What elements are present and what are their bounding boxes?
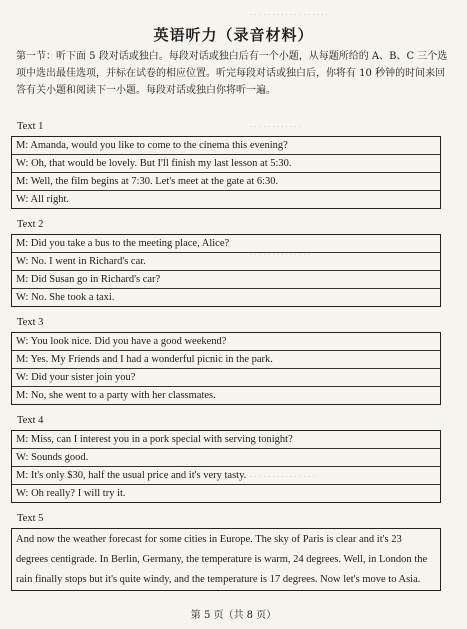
dialogue-line: W: Oh really? I will try it. <box>16 488 126 499</box>
document-page: . . . . . . . . . . . . . . . . . . . . . . . . . . . . . . . . . . . . . . . . . . . . . . . . . . . . . . . . . . . . . . . . . . . . . . . 英语听力（录音材料） 第一节：听下面 5 段对话或独白。每段对话或独白后有一个小题，从每题所给的 A、B、C 三个选项中选出最佳选项，并标在试卷的相应位置。听完每段对话或独白后，你将有 10 秒钟的时间来回答有关小题和阅读下一小题。每段对话或独白你将听一遍。 Text 1 M: Amanda, would you like to come to the cinema this evening? W: Oh, that would be lovely. But I'll finish my last lesson at 5:30. M: Well, the film begins at 7:30. Let's meet at the gate at 6:30. W: All right. Text 2 M: Did you take a bus to the meeting place, Alice? W: No. I went in Richard's car. M: Did Susan go in Richard's car? W: No. She took a taxi. Text 3 W: You look nice. Did you have a good weekend? M: Yes. My Friends and I had a wonderful picnic in the park. W: Did your sister join you? M: No, she went to a party with her classmates. Text 4 M: Miss, can I interest you in a pork special with serving tonight? W: Sounds good. M: It's only $30, half the usual price and it's very tasty. W: Oh really? I will try it. Text 5 And now the weather forecast for some cities in Europe. The sky of Paris is clear and it's 23 degrees centigrade. In Berlin, Germany, the temperature is warm, 24 degrees. Well, in London the rain finally stops but it's quite windy, and the temperature is 17 degrees. Now let's move to Asia. 第 5 页（共 8 页） <box>0 0 467 629</box>
dialogue-line: M: It's only $30, half the usual price and it's very tasty. <box>12 467 440 485</box>
text2-label: Text 2 <box>17 219 44 230</box>
dialogue-line: W: No. She took a taxi. <box>16 292 115 303</box>
dialogue-line: W: You look nice. Did you have a good weekend? <box>12 333 440 351</box>
dialogue-line: W: Sounds good. <box>12 449 440 467</box>
dialogue-line: W: Oh, that would be lovely. But I'll finish my last lesson at 5:30. <box>12 155 440 173</box>
text2-dialogue-box <box>11 234 441 307</box>
text4-dialogue-box <box>11 430 441 503</box>
monologue-paragraph: And now the weather forecast for some cities in Europe. The sky of Paris is clear and it's 23 degrees centigrade. In Berlin, Germany, the temperature is warm, 24 degrees. Well, in London the rain finally stops but it's quite windy, and the temperature is 17 degrees. Now let's move to Asia. <box>16 534 428 585</box>
dialogue-line: W: No. I went in Richard's car. <box>12 253 440 271</box>
text5-label: Text 5 <box>17 513 44 524</box>
dialogue-line: W: All right. <box>16 194 69 205</box>
dialogue-line: M: Yes. My Friends and I had a wonderful picnic in the park. <box>12 351 440 369</box>
text1-label: Text 1 <box>17 121 44 132</box>
dialogue-line: M: Miss, can I interest you in a pork special with serving tonight? <box>12 431 440 449</box>
dialogue-line: M: Amanda, would you like to come to the cinema this evening? <box>12 137 440 155</box>
text3-dialogue-box <box>11 332 441 405</box>
page-title: 英语听力（录音材料） <box>153 26 314 44</box>
text4-label: Text 4 <box>17 415 44 426</box>
text3-label: Text 3 <box>17 317 44 328</box>
dialogue-line: M: Did Susan go in Richard's car? <box>12 271 440 289</box>
dialogue-line: W: Did your sister join you? <box>12 369 440 387</box>
text1-dialogue-box <box>11 136 441 209</box>
page-number-footer: 第 5 页（共 8 页） <box>190 610 277 621</box>
dialogue-line: M: Did you take a bus to the meeting place, Alice? <box>12 235 440 253</box>
section-instructions: 第一节：听下面 5 段对话或独白。每段对话或独白后有一个小题，从每题所给的 A、B、C 三个选项中选出最佳选项，并标在试卷的相应位置。听完每段对话或独白后，你将有 10 秒钟的时间来回答有关小题和阅读下一小题。每段对话或独白你将听一遍。 <box>16 51 448 96</box>
text5-monologue-box <box>11 528 441 591</box>
dialogue-line: M: Well, the film begins at 7:30. Let's meet at the gate at 6:30. <box>12 173 440 191</box>
dialogue-line: M: No, she went to a party with her classmates. <box>16 390 216 401</box>
